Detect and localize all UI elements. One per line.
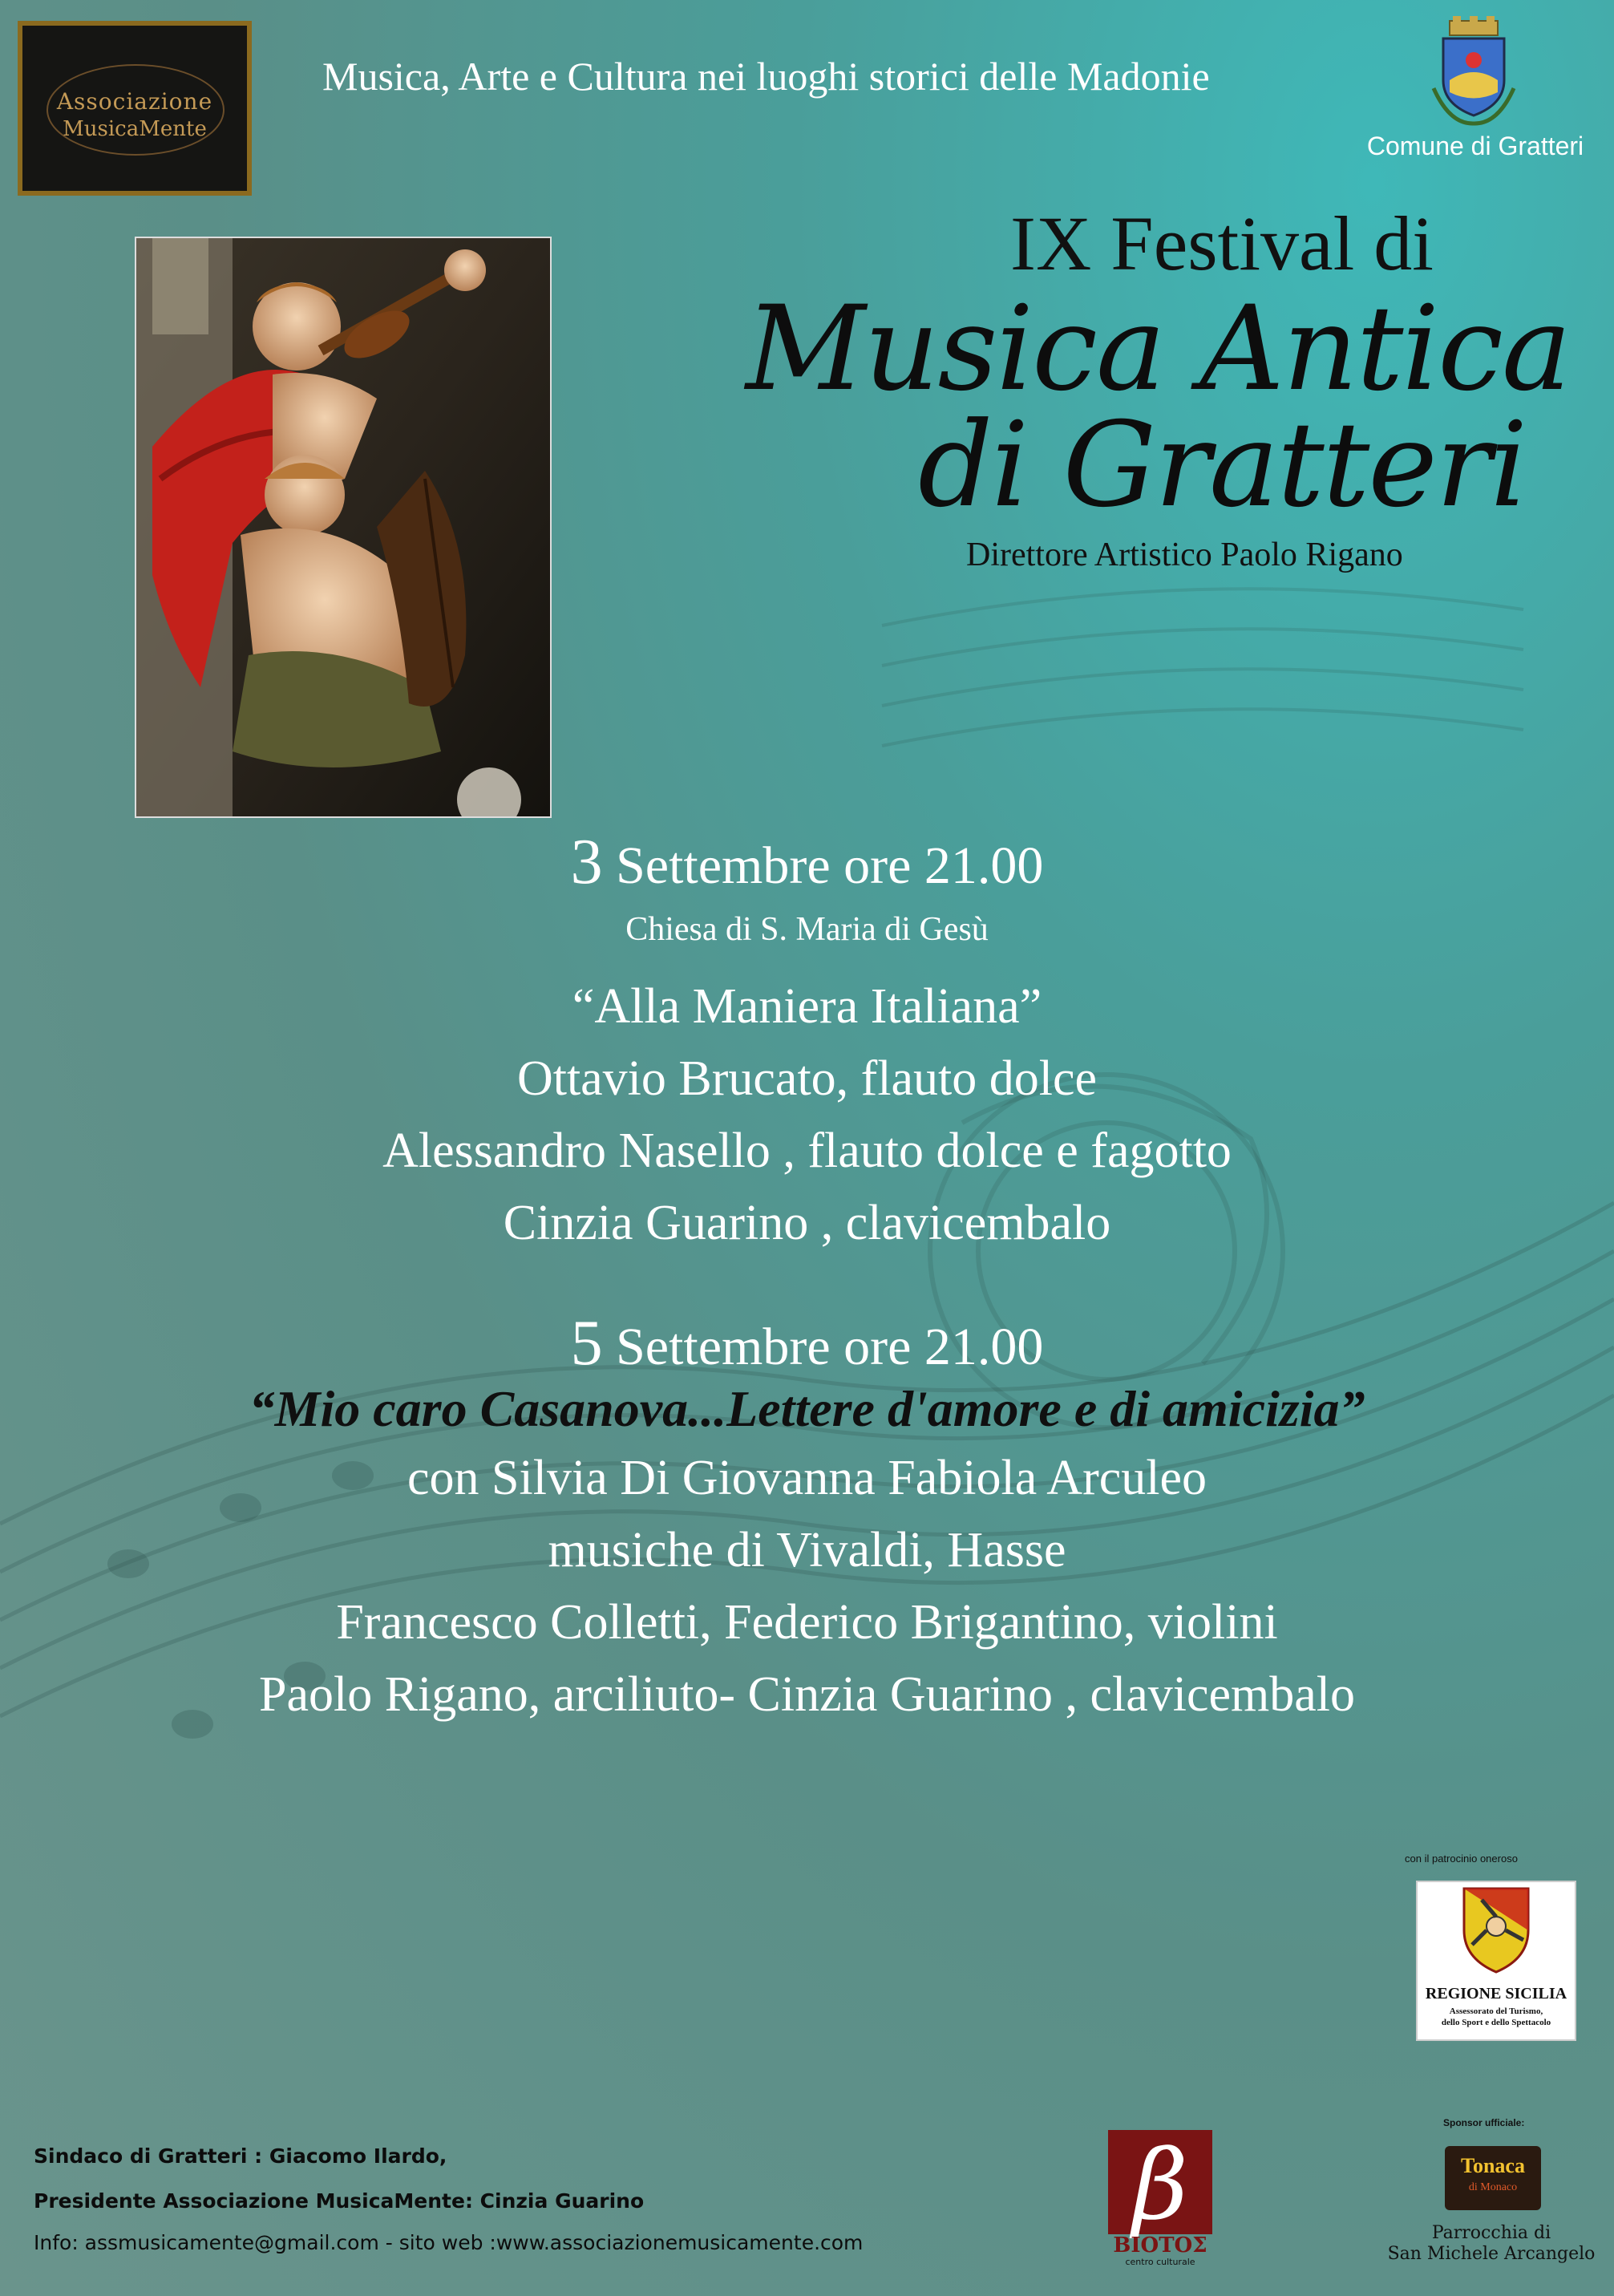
trinacria-icon bbox=[1418, 1882, 1575, 1978]
tagline: Musica, Arte e Cultura nei luoghi storici delle Madonie bbox=[322, 54, 1210, 99]
footer-info: Info: assmusicamente@gmail.com - sito web :www.associazionemusicamente.com bbox=[34, 2231, 864, 2254]
sponsor-label: Sponsor ufficiale: bbox=[1443, 2117, 1525, 2128]
tonaca-di-monaco-logo bbox=[1445, 2146, 1541, 2210]
biotos-name: ΒΙΟΤΟΣ bbox=[1113, 2233, 1207, 2258]
concert2-date-rest: Settembre ore 21.00 bbox=[602, 1318, 1044, 1376]
festival-edition: IX Festival di bbox=[1010, 200, 1434, 286]
concert1-performer: Cinzia Guarino , clavicembalo bbox=[503, 1196, 1111, 1250]
associazione-musicamente-logo bbox=[18, 21, 252, 196]
artistic-director: Direttore Artistico Paolo Rigano bbox=[966, 537, 1403, 573]
concert1-date-rest: Settembre ore 21.00 bbox=[602, 836, 1044, 895]
concert1-title: “Alla Maniera Italiana” bbox=[572, 979, 1042, 1034]
angel-musicians-painting bbox=[135, 237, 552, 818]
sponsor-sub: di Monaco bbox=[1468, 2181, 1518, 2193]
festival-title-line1: Musica Antica bbox=[746, 281, 1571, 417]
festival-title-line2: di Gratteri bbox=[918, 397, 1527, 533]
regione-dept bbox=[1418, 2006, 1575, 2028]
concert1-performer: Alessandro Nasello , flauto dolce e fagotto bbox=[382, 1124, 1232, 1178]
comune-crest-icon bbox=[1426, 16, 1522, 128]
concert2-day: 5 bbox=[570, 1308, 603, 1379]
regione-name: REGIONE SICILIA bbox=[1425, 1985, 1567, 2002]
concert2-line: musiche di Vivaldi, Hasse bbox=[548, 1523, 1066, 1577]
concert2-line: Francesco Colletti, Federico Brigantino, violini bbox=[336, 1595, 1278, 1650]
logo-line2: MusicaMente bbox=[63, 117, 207, 141]
biotos-sub: centro culturale bbox=[1125, 2257, 1195, 2266]
concert1-venue: Chiesa di S. Maria di Gesù bbox=[625, 911, 989, 948]
concert1-performer: Ottavio Brucato, flauto dolce bbox=[516, 1051, 1098, 1106]
painting-image bbox=[136, 238, 550, 816]
concert2-date bbox=[0, 1307, 1614, 1380]
comune-label: Comune di Gratteri bbox=[1366, 132, 1584, 160]
regione-dept-line1: Assessorato del Turismo, bbox=[1449, 2006, 1543, 2016]
concert1-date bbox=[0, 826, 1614, 899]
footer-mayor: Sindaco di Gratteri : Giacomo Ilardo, bbox=[34, 2144, 447, 2168]
footer-president: Presidente Associazione MusicaMente: Cinzia Guarino bbox=[34, 2189, 645, 2213]
concert2-line: Paolo Rigano, arciliuto- Cinzia Guarino , clavicembalo bbox=[258, 1667, 1356, 1722]
svg-text:β: β bbox=[1132, 2130, 1188, 2241]
regione-sicilia-logo bbox=[1416, 1881, 1576, 2041]
sponsor-name: Tonaca bbox=[1461, 2154, 1525, 2177]
parish-line2: San Michele Arcangelo bbox=[1387, 2244, 1596, 2264]
biotos-logo bbox=[1108, 2130, 1212, 2266]
parish-label bbox=[1387, 2223, 1596, 2265]
concert1-day: 3 bbox=[570, 827, 603, 897]
concert2-line: con Silvia Di Giovanna Fabiola Arculeo bbox=[407, 1451, 1207, 1505]
parish-line1: Parrocchia di bbox=[1431, 2223, 1551, 2243]
logo-line1: Associazione bbox=[56, 88, 213, 115]
patronage-label: con il patrocinio oneroso bbox=[1405, 1853, 1518, 1865]
concert2-title: “Mio caro Casanova...Lettere d'amore e di amicizia” bbox=[249, 1380, 1365, 1437]
regione-dept-line2: dello Sport e dello Spettacolo bbox=[1441, 2018, 1551, 2027]
